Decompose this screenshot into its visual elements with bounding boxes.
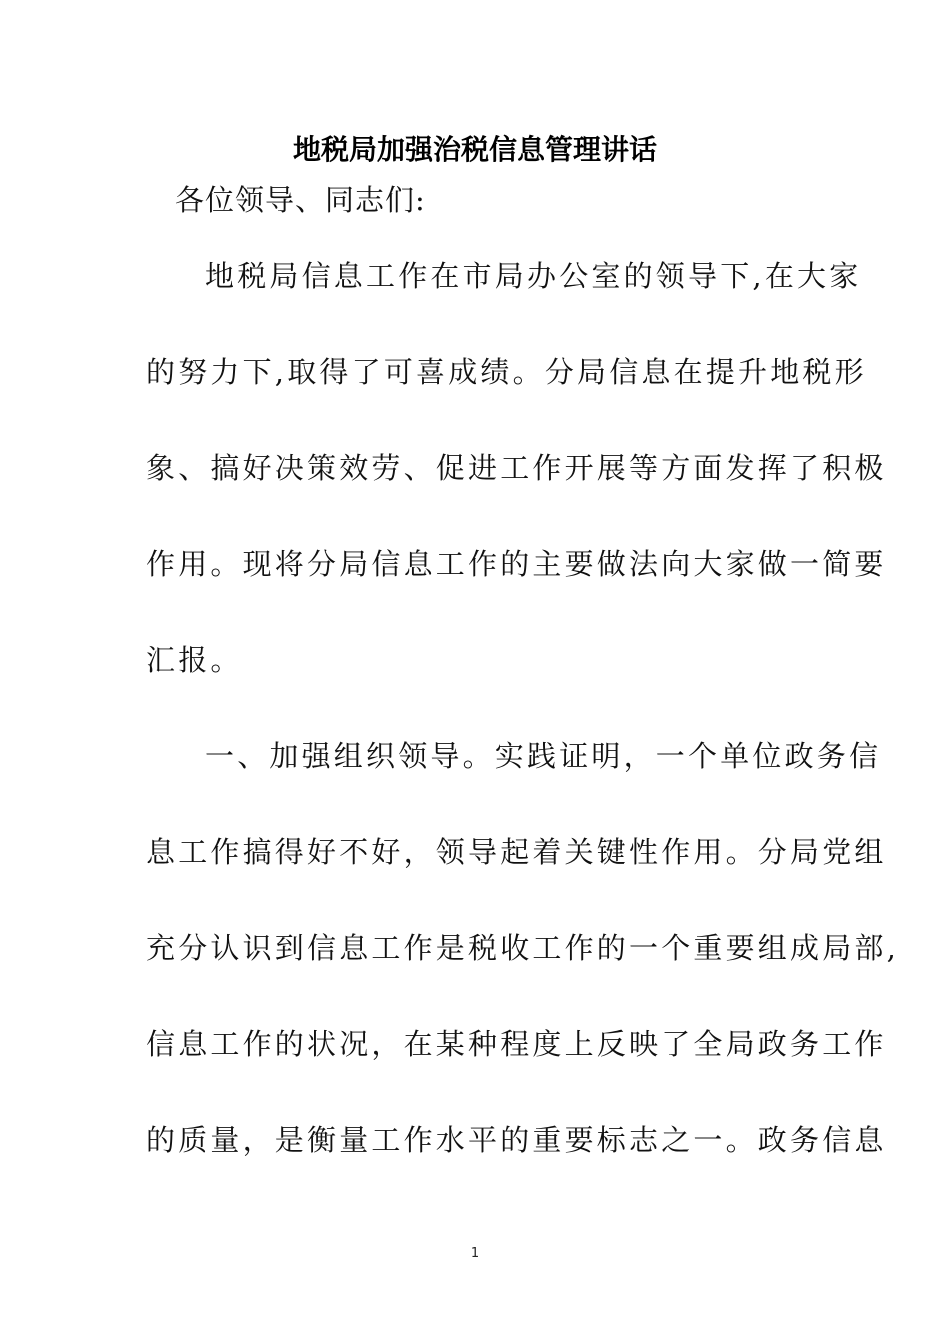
paragraph-line: 一、加强组织领导。实践证明，一个单位政务信 <box>205 739 882 773</box>
paragraph-line: 信息工作的状况，在某种程度上反映了全局政务工作 <box>146 1027 887 1061</box>
paragraph-line: 汇报。 <box>146 643 243 677</box>
page-number: 1 <box>470 1246 480 1261</box>
document-title: 地税局加强治税信息管理讲话 <box>292 133 657 166</box>
salutation: 各位领导、同志们: <box>175 183 426 217</box>
paragraph-line: 象、搞好决策效劳、促进工作开展等方面发挥了积极 <box>146 451 887 485</box>
paragraph-line: 地税局信息工作在市局办公室的领导下,在大家 <box>205 259 862 293</box>
paragraph-line: 充分认识到信息工作是税收工作的一个重要组成局部, <box>146 931 900 965</box>
paragraph-line: 息工作搞得好不好，领导起着关键性作用。分局党组 <box>146 835 887 869</box>
paragraph-line: 作用。现将分局信息工作的主要做法向大家做一简要 <box>146 547 887 581</box>
paragraph-line: 的质量，是衡量工作水平的重要标志之一。政务信息 <box>146 1123 887 1157</box>
paragraph-line: 的努力下,取得了可喜成绩。分局信息在提升地税形 <box>146 355 867 389</box>
